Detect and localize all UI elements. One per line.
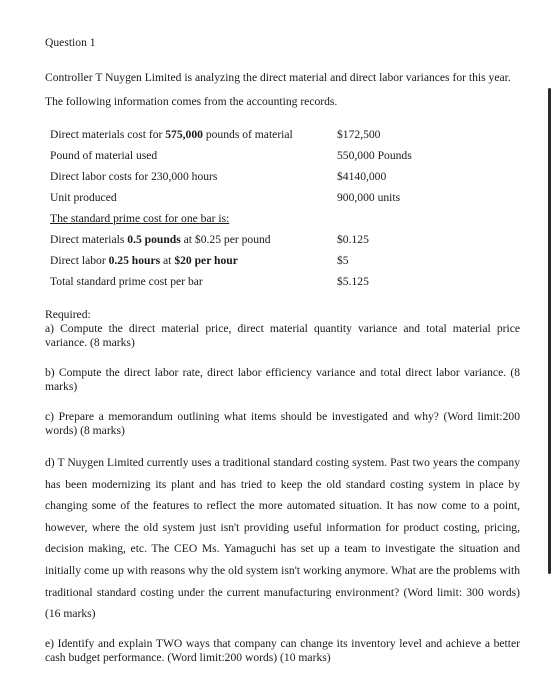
required-heading: Required: [45,308,91,321]
requirement-a-text: a) Compute the direct material price, direct material quantity variance and total material price variance. (8 marks) [45,322,520,349]
row-label: Direct labor costs for 230,000 hours [50,170,218,183]
requirement-c: c) Prepare a memorandum outlining what items should be investigated and why? (Word limit:200 words) (8 marks) [45,410,520,437]
intro-paragraph: Controller T Nuygen Limited is analyzing the direct material and direct labor variances for this year. The following information comes from the accounting records. [45,71,511,108]
row-value: $0.125 [337,233,369,246]
row-label: Total standard prime cost per bar [50,275,203,288]
table-row [50,145,480,166]
requirement-b: b) Compute the direct labor rate, direct labor efficiency variance and total direct labor variance. (8 marks) [45,366,520,393]
table-row [50,229,480,250]
question-title: Question 1 [45,36,96,49]
row-value: 550,000 Pounds [337,149,412,162]
row-label: Direct materials cost for 575,000 pounds of material [50,128,293,141]
row-label: Direct materials 0.5 pounds at $0.25 per pound [50,233,271,246]
requirement-e: e) Identify and explain TWO ways that company can change its inventory level and achieve a better cash budget performance. (Word limit:200 words) (10 marks) [45,637,520,664]
scrollbar[interactable] [548,88,551,574]
requirement-a [45,308,520,350]
row-label: Unit produced [50,191,117,204]
requirement-d: d) T Nuygen Limited currently uses a traditional standard costing system. Past two years the company has been modernizing its plant and has tried to keep the old standard costing system in place by changing some of the features to reflect the more automated situation. It has now come to a point, however, where the old system just isn't providing useful information for product costing, pricing, decision making, etc. The CEO Ms. Yamaguchi has set up a team to investigate the situation and initially come up with reasons why the old system isn't working anymore. What are the problems with traditional standard costing under the current manufacturing environment? (Word limit: 300 words) (16 marks) [45,456,520,621]
row-value: $5 [337,254,349,267]
row-value: 900,000 units [337,191,401,204]
table-row [50,271,480,292]
row-value: $5.125 [337,275,369,288]
row-label: Pound of material used [50,149,158,162]
table-row [50,124,480,145]
table-row [50,208,480,229]
table-row [50,250,480,271]
table-row [50,187,480,208]
row-value: $172,500 [337,128,381,141]
table-row [50,166,480,187]
standard-cost-heading: The standard prime cost for one bar is: [50,212,230,225]
cost-data-table [50,124,480,292]
row-value: $4140,000 [337,170,387,183]
row-label: Direct labor 0.25 hours at $20 per hour [50,254,238,267]
